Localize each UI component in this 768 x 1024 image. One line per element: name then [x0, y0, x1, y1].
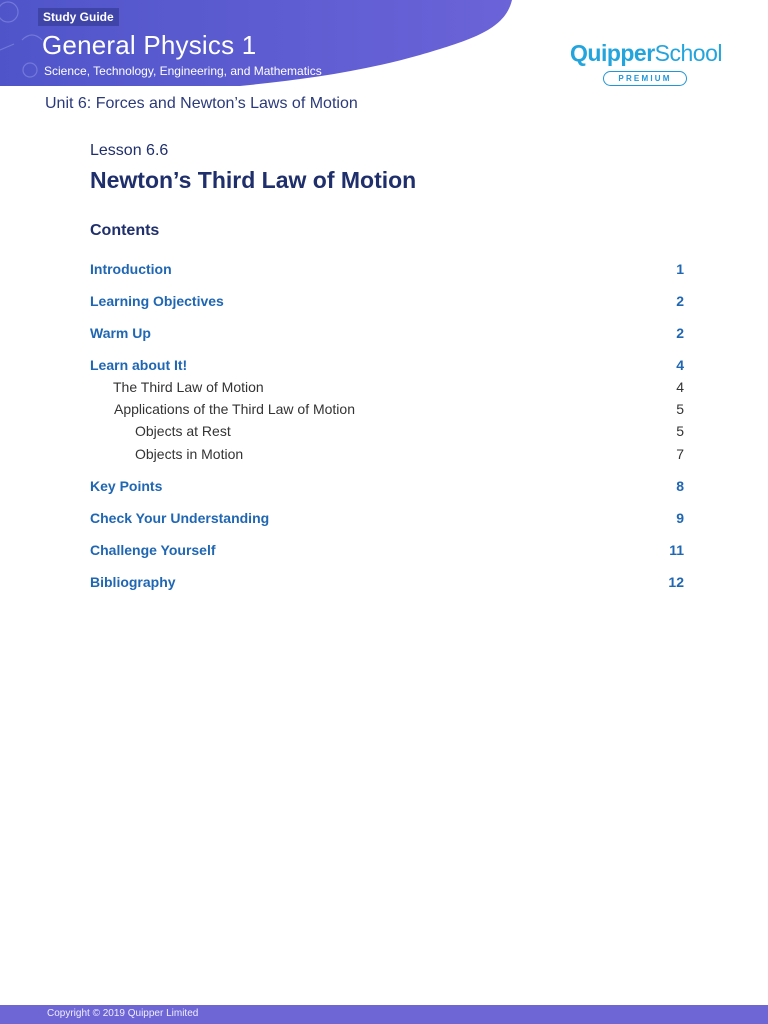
toc-item-learn-about-it[interactable]	[90, 355, 684, 375]
toc-item-page: 4	[676, 379, 684, 395]
toc-item-label: Key Points	[90, 478, 163, 494]
toc-item-page: 5	[676, 401, 684, 417]
logo-word-bold: Quipper	[570, 40, 655, 66]
quipper-school-logo	[570, 40, 722, 83]
header-banner	[0, 0, 520, 86]
toc-item-label: Challenge Yourself	[90, 542, 216, 558]
toc-subitem-objects-in-motion[interactable]	[90, 444, 684, 464]
toc-item-key-points[interactable]	[90, 476, 684, 496]
toc-item-label: Objects at Rest	[135, 423, 231, 439]
toc-subitem-third-law[interactable]	[90, 377, 684, 397]
toc-item-label: Bibliography	[90, 574, 176, 590]
toc-item-label: Learning Objectives	[90, 293, 224, 309]
toc-item-challenge-yourself[interactable]	[90, 540, 684, 560]
toc-subitem-objects-at-rest[interactable]	[90, 421, 684, 441]
unit-title: Unit 6: Forces and Newton’s Laws of Motion	[45, 95, 358, 112]
toc-item-page: 9	[676, 510, 684, 526]
contents-heading: Contents	[90, 222, 160, 239]
toc-item-label: Introduction	[90, 261, 172, 277]
toc-item-page: 12	[668, 574, 684, 590]
toc-item-page: 1	[676, 261, 684, 277]
course-title: General Physics 1	[42, 30, 257, 60]
toc-item-page: 2	[676, 325, 684, 341]
toc-item-label: Check Your Understanding	[90, 510, 270, 526]
toc-item-page: 5	[676, 423, 684, 439]
footer-bar	[0, 1005, 768, 1024]
study-guide-tag: Study Guide	[38, 8, 119, 26]
lesson-title: Newton’s Third Law of Motion	[90, 167, 417, 193]
course-subtitle: Science, Technology, Engineering, and Mathematics	[44, 64, 322, 78]
toc-item-check-your-understanding[interactable]	[90, 508, 684, 528]
toc-subitem-applications[interactable]	[90, 399, 684, 419]
copyright-text: Copyright © 2019 Quipper Limited	[47, 1008, 199, 1019]
toc-item-page: 7	[676, 446, 684, 462]
toc-item-page: 4	[676, 357, 684, 373]
logo-wordmark	[570, 40, 722, 66]
toc-item-warm-up[interactable]	[90, 323, 684, 343]
logo-word-regular: School	[654, 40, 722, 66]
toc-item-label: Warm Up	[90, 325, 151, 341]
toc-item-label: Applications of the Third Law of Motion	[114, 401, 355, 417]
toc-item-label: The Third Law of Motion	[113, 379, 264, 395]
toc-item-label: Learn about It!	[90, 357, 188, 373]
toc-item-learning-objectives[interactable]	[90, 291, 684, 311]
toc-item-bibliography[interactable]	[90, 572, 684, 592]
toc-item-page: 2	[676, 293, 684, 309]
toc-item-page: 8	[676, 478, 684, 494]
toc-item-introduction[interactable]	[90, 259, 684, 279]
lesson-number: Lesson 6.6	[90, 142, 169, 159]
toc-item-page: 11	[669, 542, 684, 558]
toc-item-label: Objects in Motion	[135, 446, 244, 462]
premium-badge: PREMIUM	[603, 71, 687, 86]
